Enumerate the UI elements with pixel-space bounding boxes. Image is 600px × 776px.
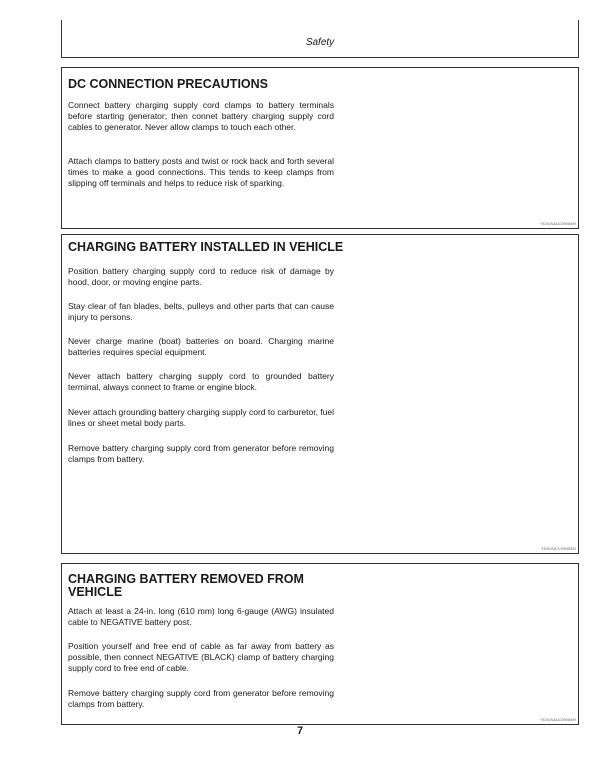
paragraph: Connect battery charging supply cord clamps to battery terminals before starting generator; then connet battery charging supply cord cables to generator. Never allow clamps to touch each other. [68,100,334,132]
paragraph: Position yourself and free end of cable as far away from battery as possible, then connect NEGATIVE (BLACK) clamp of battery charging supply cord to free end of cable. [68,641,334,673]
paragraph: Stay clear of fan blades, belts, pulleys and other parts that can cause injury to persons. [68,301,334,322]
header-title: Safety [305,37,335,48]
page-number: 7 [296,725,304,737]
section-charging-battery-removed [61,563,579,725]
section-title: CHARGING BATTERY INSTALLED IN VEHICLE [68,240,344,254]
section-title: DC CONNECTION PRECAUTIONS [68,77,269,91]
section-title: CHARGING BATTERY REMOVED FROM VEHICLE [68,572,304,599]
paragraph: Attach at least a 24-in. long (610 mm) long 6-gauge (AWG) insulated cable to NEGATIVE battery post. [68,606,334,627]
document-code: YDS/SA7/Z9006H [540,546,576,551]
paragraph: Never attach battery charging supply cord to grounded battery terminal, always connect to frame or engine block. [68,371,334,392]
paragraph: Attach clamps to battery posts and twist or rock back and forth several times to make a good connections. This tends to keep clamps from slipping off terminals and helps to reduce risk of sparking. [68,156,334,188]
document-code: YDS/SAU/Z9006H [540,221,576,226]
paragraph: Position battery charging supply cord to reduce risk of damage by hood, door, or moving engine parts. [68,266,334,287]
section-charging-battery-installed [61,234,579,554]
section-dc-connection-precautions [61,67,579,229]
paragraph: Never charge marine (boat) batteries on board. Charging marine batteries requires special equipment. [68,336,334,357]
document-code: YDS/SAU/Z9006H [540,717,576,722]
paragraph: Remove battery charging supply cord from generator before removing clamps from battery. [68,443,334,464]
paragraph: Remove battery charging supply cord from generator before removing clamps from battery. [68,688,334,709]
page-header [61,20,579,58]
paragraph: Never attach grounding battery charging supply cord to carburetor, fuel lines or sheet metal body parts. [68,407,335,428]
